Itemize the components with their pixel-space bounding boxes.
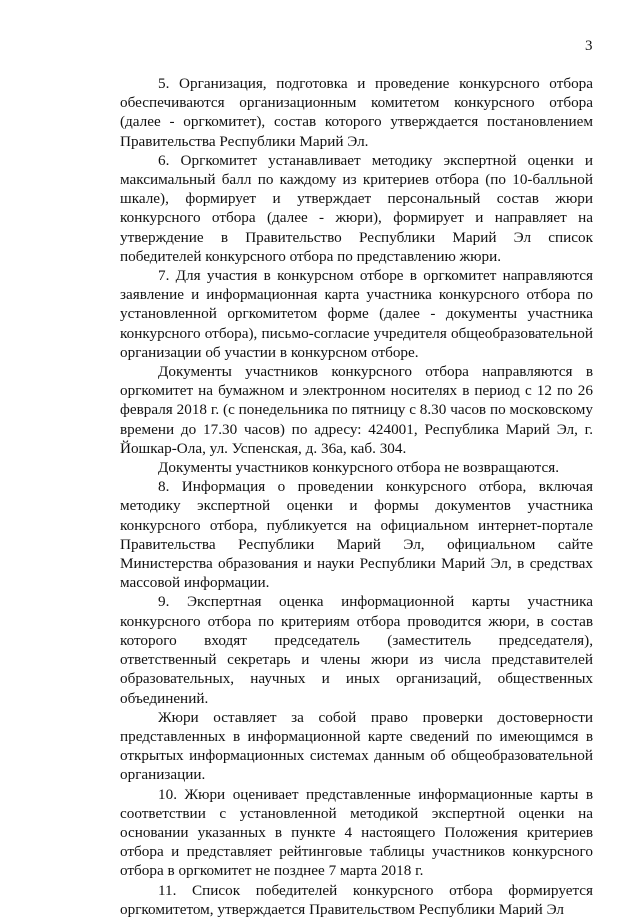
paragraph-8: 8. Информация о проведении конкурсного отбора, включая методику экспертной оценки и формы документов участника конкурсного отбора, публикуется на официальном интернет-портале Правительства Республики Марий Эл, официальном сайте Министерства образования и науки Республики Марий Эл, в средствах массовой информации. (120, 478, 593, 592)
paragraph-10: 10. Жюри оценивает представленные информационные карты в соответствии с установленной методикой экспертной оценки на основании указанных в пункте 4 настоящего Положения критериев отбора и представляет рейтинговые таблицы участников конкурсного отбора в оргкомитет не позднее 7 марта 2018 г. (120, 785, 593, 880)
paragraph-7: 7. Для участия в конкурсном отборе в оргкомитет направляются заявление и информационная карта участника конкурсного отбора по установленной оргкомитетом форме (далее - документы участника конкурсного отбора), письмо-согласие учредителя общеобразовательной организации об участии в конкурсном отборе. (120, 267, 593, 361)
paragraph-6: 6. Оргкомитет устанавливает методику экспертной оценки и максимальный балл по каждому из критериев отбора (по 10-балльной шкале), формирует и утверждает персональный состав жюри конкурсного отбора (далее - жюри), формирует и направляет на утверждение в Правительство Республики Марий Эл список победителей конкурсного отбора по представлению жюри. (120, 151, 593, 265)
paragraph-11: 11. Список победителей конкурсного отбора формируется оргкомитетом, утверждается Правительством Республики Марий Эл (120, 881, 593, 918)
paragraph-7-not-returned: Документы участников конкурсного отбора не возвращаются. (158, 459, 560, 477)
paragraph-5: 5. Организация, подготовка и проведение конкурсного отбора обеспечиваются организационным комитетом конкурсного отбора (далее - оргкомитет), состав которого утверждается постановлением Правительства Республики Марий Эл. (120, 75, 593, 150)
paragraph-9-jury-rights: Жюри оставляет за собой право проверки достоверности представленных в информационной карте сведений по имеющимся в открытых информационных системах данным об общеобразовательной организации. (120, 708, 593, 784)
document-body (120, 74, 593, 919)
paragraph-7-documents: Документы участников конкурсного отбора направляются в оргкомитет на бумажном и электронном носителях в период с 12 по 26 февраля 2018 г. (с понедельника по пятницу с 8.30 часов по московскому времени до 17.30 часов) по адресу: 424001, Республика Марий Эл, г. Йошкар-Ола, ул. Успенская, д. 36а, каб. 304. (120, 363, 593, 457)
paragraph-9: 9. Экспертная оценка информационной карты участника конкурсного отбора по критериям отбора проводится жюри, в состав которого входят председатель (заместитель председателя), ответственный секретарь и члены жюри из числа представителей образовательных, научных и иных организаций, общественных объединений. (120, 593, 593, 707)
page-number: 3 (585, 38, 593, 54)
